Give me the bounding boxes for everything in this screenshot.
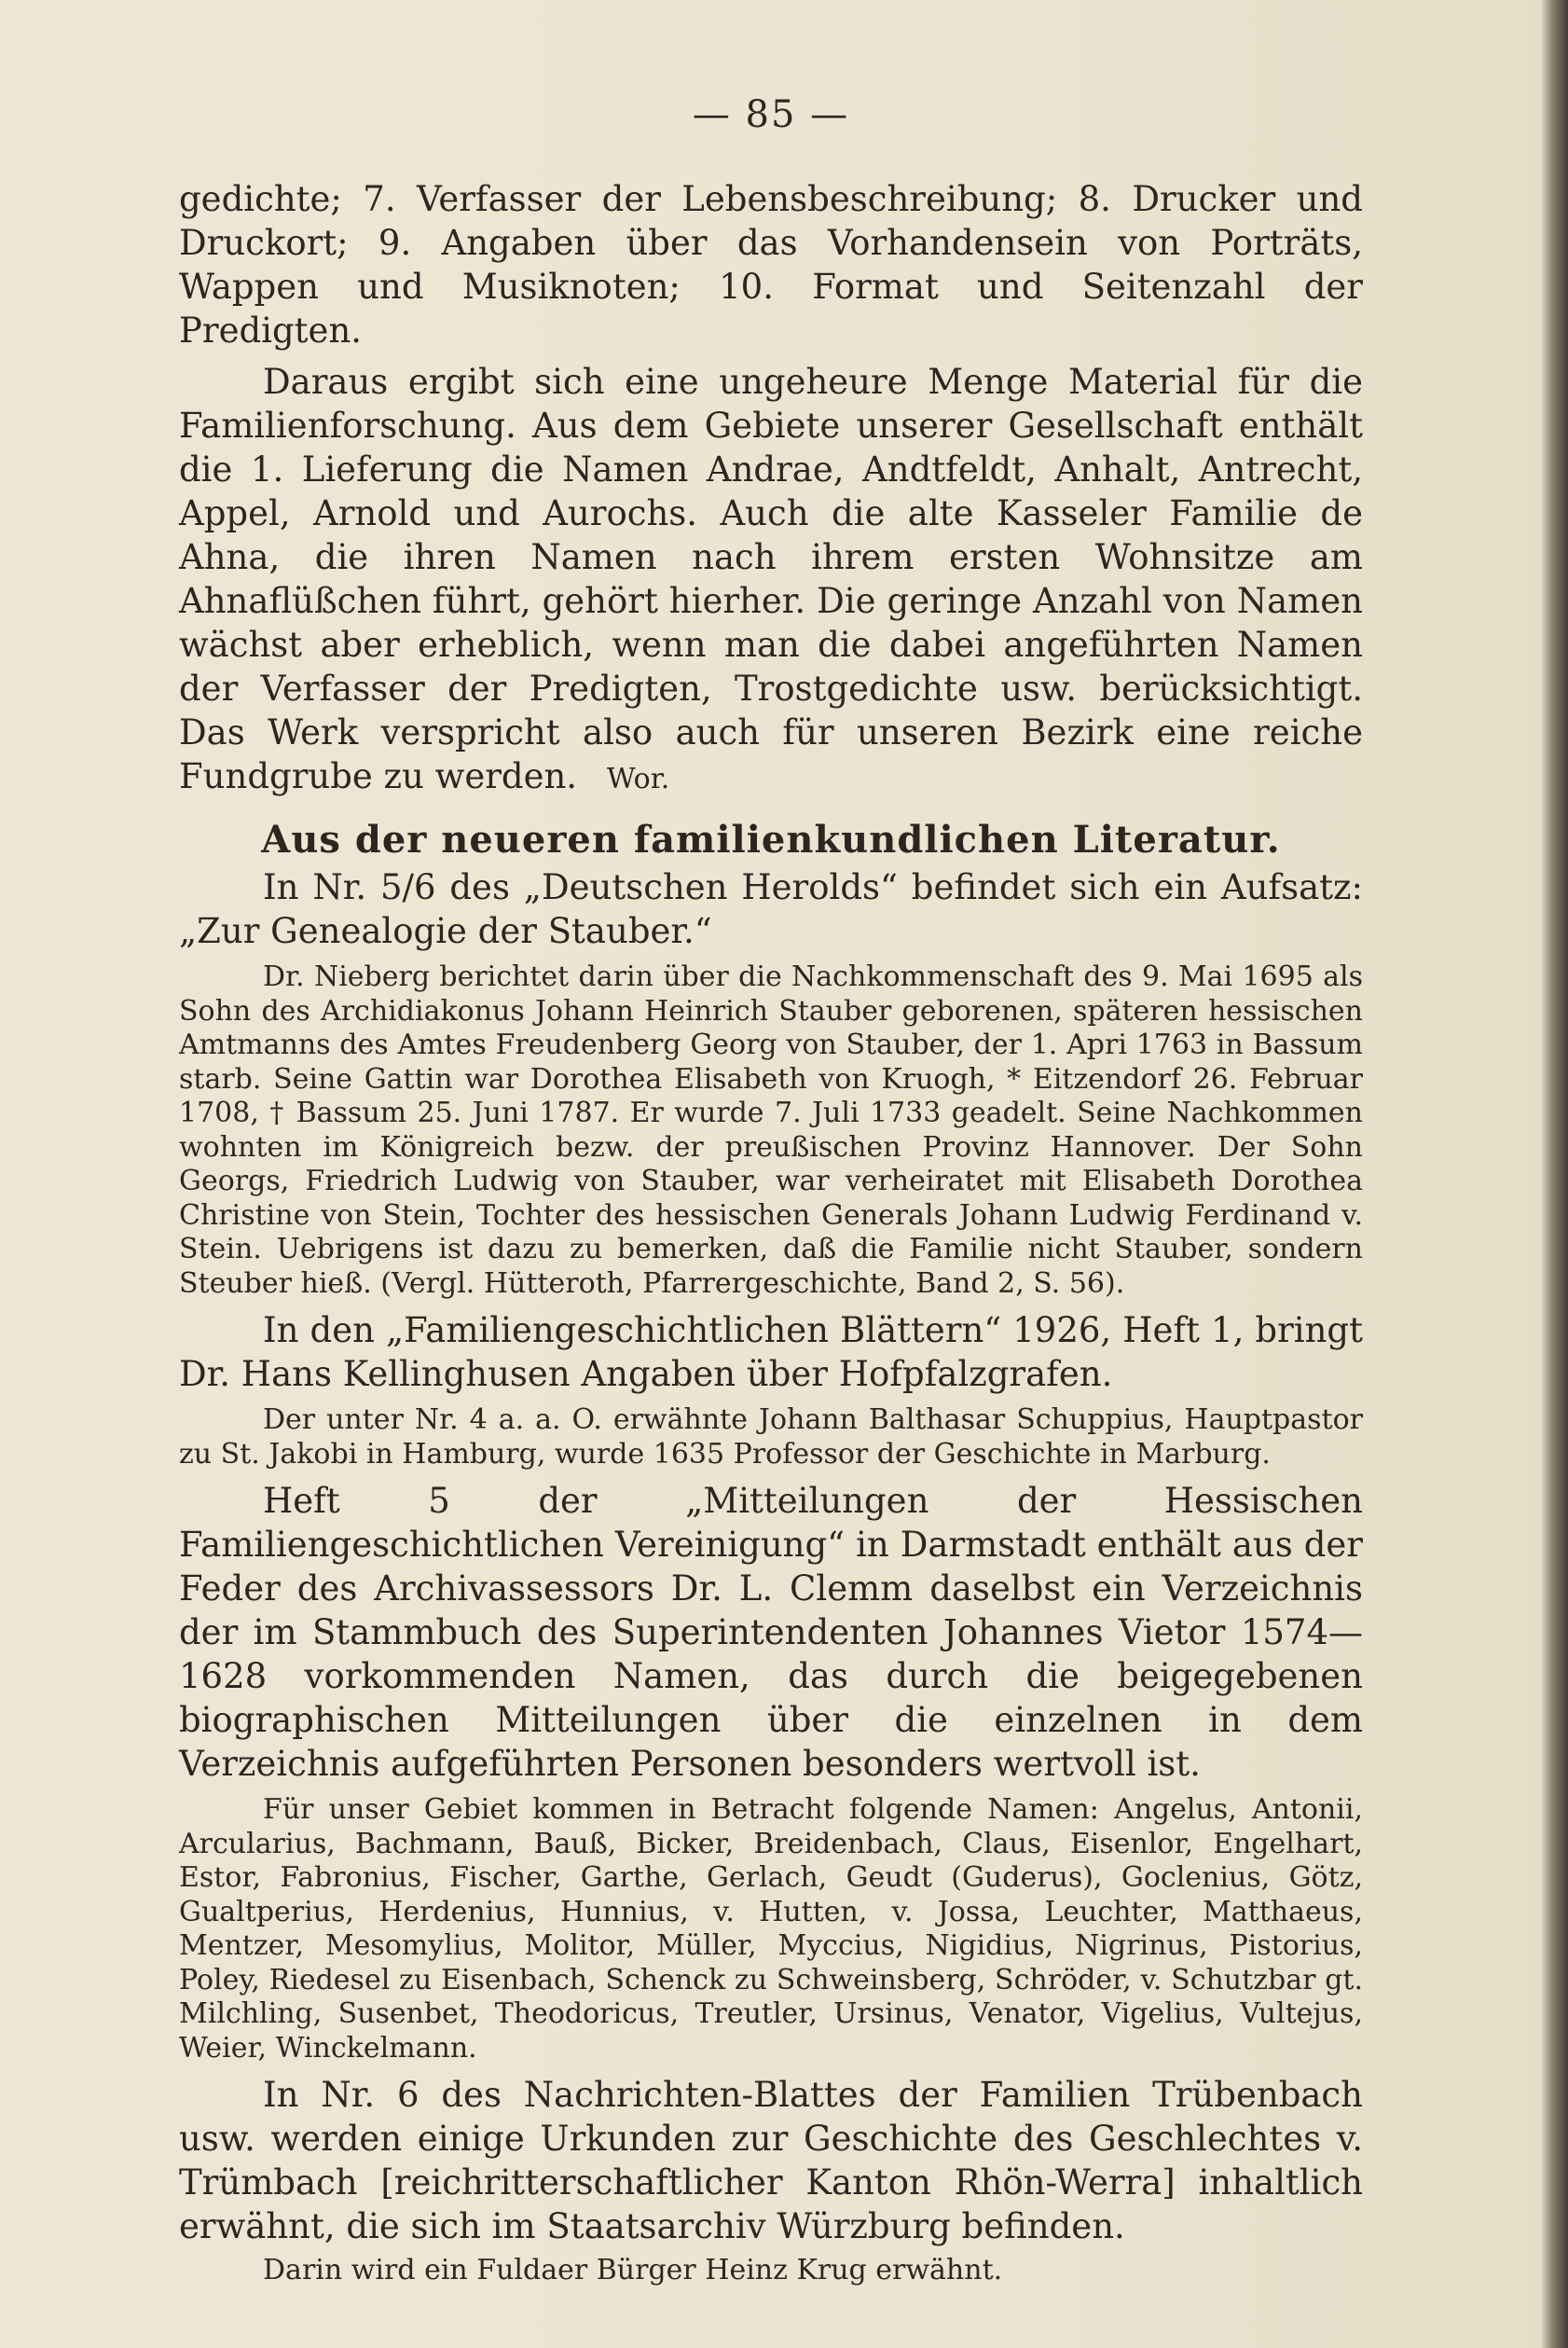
paragraph-stauber-details: Dr. Nieberg berichtet darin über die Nachkommenschaft des 9. Mai 1695 als Sohn des Archidiakonus Johann Heinrich Stauber geborenen, späteren hessischen Amtmanns des Amtes Freudenberg Georg von Stauber, der 1. Apri 1763 in Bassum starb. Seine Gattin war Dorothea Elisabeth von Kruogh, * Eitzendorf 26. Februar 1708, † Bassum 25. Juni 1787. Er wurde 7. Juli 1733 geadelt. Seine Nachkommen wohnten im Königreich bezw. der preußischen Provinz Hannover. Der Sohn Georgs, Friedrich Ludwig von Stauber, war verheiratet mit Elisabeth Dorothea Christine von Stein, Tochter des hessischen Generals Johann Ludwig Ferdinand v. Stein. Uebrigens ist dazu zu bemerken, daß die Familie nicht Stauber, sondern Steuber hieß. (Vergl. Hütteroth, Pfarrergeschichte, Band 2, S. 56). <box>179 960 1363 1300</box>
paragraph-schuppius-note: Der unter Nr. 4 a. a. O. erwähnte Johann Balthasar Schuppius, Hauptpastor zu St. Jakobi in Hamburg, wurde 1635 Professor der Geschichte in Marburg. <box>179 1403 1363 1471</box>
paragraph-sermon-index: gedichte; 7. Verfasser der Lebensbeschreibung; 8. Drucker und Druckort; 9. Angaben über das Vorhandensein von Porträts, Wappen und Musiknoten; 10. Format und Seitenzahl der Predigten. <box>179 179 1363 351</box>
paragraph-material-text: Daraus ergibt sich eine ungeheure Menge Material für die Familienforschung. Aus dem Gebiete unserer Gesellschaft enthält die 1. Lieferung die Namen Andrae, Andtfeldt, Anhalt, Antrecht, Appel, Arnold und Aurochs. Auch die alte Kasseler Familie de Ahna, die ihren Namen nach ihrem ersten Wohnsitze am Ahnaflüßchen führt, gehört hierher. Die geringe Anzahl von Namen wächst aber erheblich, wenn man die dabei angeführten Namen der Verfasser der Predigten, Trostgedichte usw. berücksichtigt. Das Werk verspricht also auch für unseren Bezirk eine reiche Fundgrube zu werden. <box>179 362 1363 796</box>
section-heading: Aus der neueren familienkundlichen Literatur. <box>261 818 1281 862</box>
paragraph-familiengeschichtliche-blaetter: In den „Familiengeschichtlichen Blättern“ 1926, Heft 1, bringt Dr. Hans Kellinghusen Angaben über Hofpfalzgrafen. <box>179 1310 1363 1394</box>
paragraph-names-list: Für unser Gebiet kommen in Betracht folgende Namen: Angelus, Antonii, Arcularius, Bachmann, Bauß, Bicker, Breidenbach, Claus, Eisenlor, Engelhart, Estor, Fabronius, Fischer, Garthe, Gerlach, Geudt (Guderus), Goclenius, Götz, Gualtperius, Herdenius, Hunnius, v. Hutten, v. Jossa, Leuchter, Matthaeus, Mentzer, Mesomylius, Molitor, Müller, Myccius, Nigidius, Nigrinus, Pistorius, Poley, Riedesel zu Eisenbach, Schenck zu Schweinsberg, Schröder, v. Schutzbar gt. Milchling, Susenbet, Theodoricus, Treutler, Ursinus, Venator, Vigelius, Vultejus, Weier, Winckelmann. <box>179 1793 1363 2065</box>
paragraph-nachrichtenblatt: In Nr. 6 des Nachrichten-Blattes der Familien Trübenbach usw. werden einige Urkunden zur Geschichte des Geschlechtes v. Trümbach [reichritterschaftlicher Kanton Rhön-Werra] inhaltlich erwähnt, die sich im Staatsarchiv Würzburg befinden. <box>179 2075 1363 2246</box>
paragraph-heinz-krug: Darin wird ein Fuldaer Bürger Heinz Krug erwähnt. <box>263 2254 1003 2286</box>
book-binding-edge <box>1542 0 1568 2348</box>
author-signature: Wor. <box>606 763 670 795</box>
text-column <box>179 93 1363 2287</box>
paragraph-material-summary <box>179 360 1363 801</box>
paragraph-herold-article: In Nr. 5/6 des „Deutschen Herolds“ befindet sich ein Aufsatz: „Zur Genealogie der Stauber.“ <box>179 867 1363 951</box>
paragraph-mitteilungen-heft5: Heft 5 der „Mitteilungen der Hessischen Familiengeschichtlichen Vereinigung“ in Darmstadt enthält aus der Feder des Archivassessors Dr. L. Clemm daselbst ein Verzeichnis der im Stammbuch des Superintendenten Johannes Vietor 1574—1628 vorkommenden Namen, das durch die beigegebenen biographischen Mitteilungen über die einzelnen in dem Verzeichnis aufgeführten Personen besonders wertvoll ist. <box>179 1481 1363 1784</box>
page-number: — 85 — <box>692 93 850 136</box>
